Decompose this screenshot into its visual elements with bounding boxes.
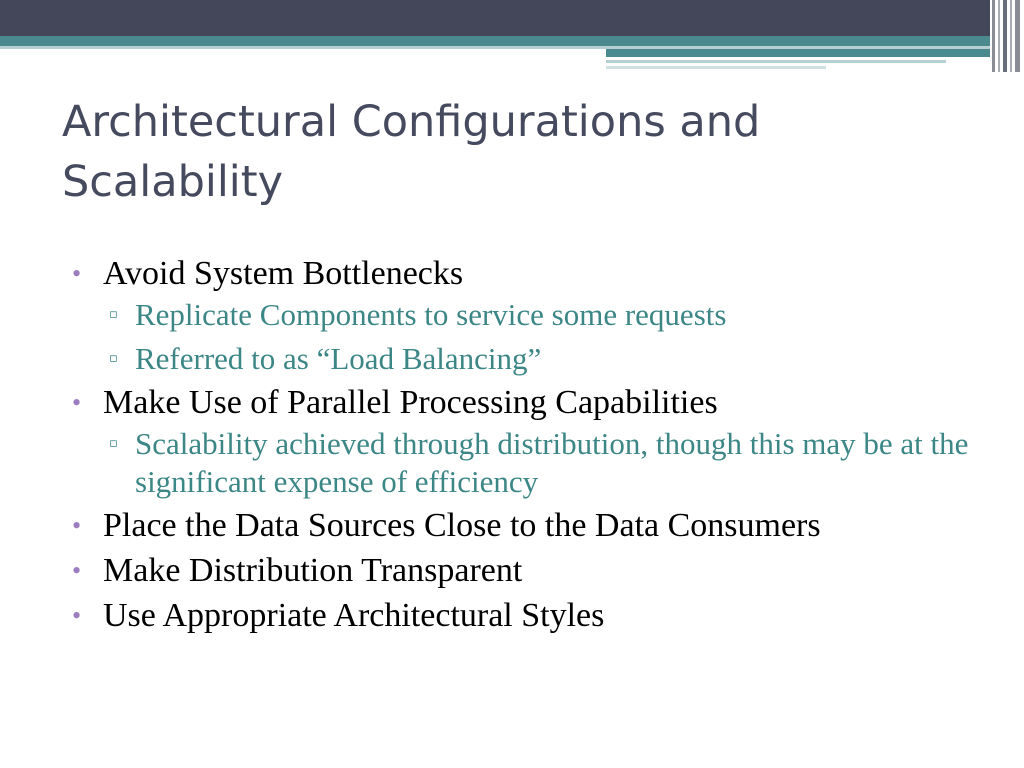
bullet-item <box>72 383 972 501</box>
sub-bullet-item <box>103 296 972 334</box>
bullet-text: Make Distribution Transparent <box>103 552 523 589</box>
sub-bullet-list <box>103 296 972 378</box>
sub-bullet-item <box>103 340 972 378</box>
bullet-list <box>72 254 972 636</box>
sub-bullet-item <box>103 425 972 501</box>
bullet-dot-icon: • <box>72 388 82 417</box>
header-band <box>0 0 1024 72</box>
bullet-dot-icon: • <box>72 259 82 288</box>
bullet-text: Avoid System Bottlenecks <box>103 255 464 292</box>
bullet-text: Make Use of Parallel Processing Capabilities <box>103 384 718 421</box>
bullet-item <box>72 254 972 378</box>
bullet-dot-icon: • <box>72 556 82 585</box>
bullet-text: Place the Data Sources Close to the Data Consumers <box>103 507 821 544</box>
sub-bullet-list <box>103 425 972 501</box>
bullet-item <box>72 551 972 591</box>
bullet-dot-icon: • <box>72 601 82 630</box>
square-bullet-icon: ▫ <box>109 307 118 322</box>
bullet-text: Use Appropriate Architectural Styles <box>103 597 605 634</box>
sub-bullet-text: Replicate Components to service some requests <box>135 297 727 332</box>
slide-title: Architectural Configurations and Scalability <box>62 97 761 207</box>
bullet-item <box>72 596 972 636</box>
square-bullet-icon: ▫ <box>109 351 118 366</box>
sub-bullet-text: Referred to as “Load Balancing” <box>135 341 542 376</box>
bullet-dot-icon: • <box>72 511 82 540</box>
bullet-item <box>72 506 972 546</box>
square-bullet-icon: ▫ <box>109 436 118 451</box>
sub-bullet-text: Scalability achieved through distribution, though this may be at the significant expense of efficiency <box>135 426 969 499</box>
